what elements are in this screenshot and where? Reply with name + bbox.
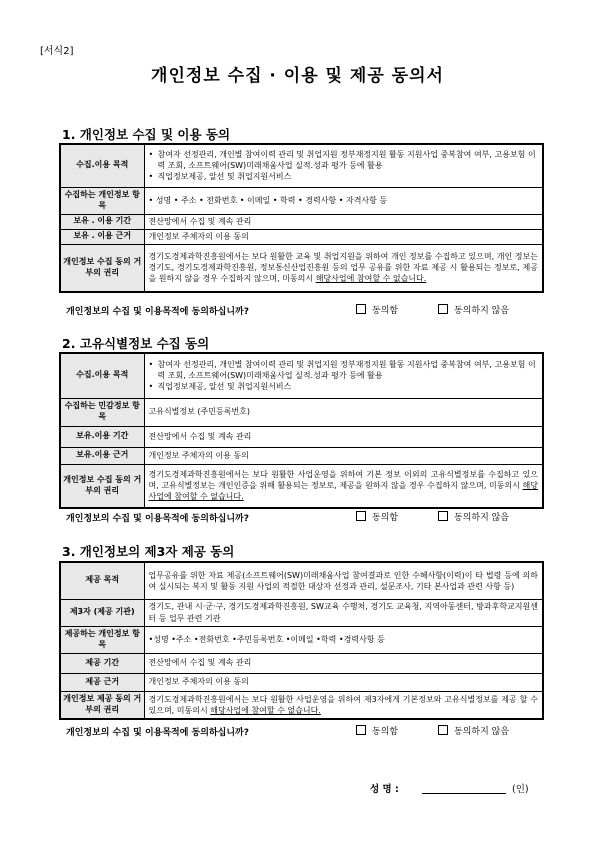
consent-question: 개인정보의 수집 및 이용목적에 동의하십니까?: [66, 307, 249, 317]
purpose-item: • 참여자 선정관리, 개인별 참여이력 관리 및 취업지원 정부재정지원 활동 지원사업 중복참여 여부, 고용보험 이력 조회, 소프트웨어(SW)미래채움사업 실적.성과 평가 등에 활용: [149, 149, 539, 171]
disagree-option[interactable]: [438, 510, 509, 523]
refusal-text: 경기도경제과학진흥원에서는 보다 원활한 교육 및 취업지원을 위하여 개인 정보를 수집하고 있으며, 개인 정보는 경기도, 경기도경제과학진흥원, 정보통신산업진흥원 등의 업무 공유를 위한 자료 제공 시 활용되는 정보로, 제공을 원하지 않을 경우 수집하지 않으며, 미동의시: [148, 252, 538, 284]
refusal-right-value: [144, 464, 543, 508]
disagree-option[interactable]: [438, 724, 509, 737]
agree-label: 동의함: [372, 727, 399, 737]
agree-label: 동의함: [372, 306, 399, 316]
agree-option[interactable]: [356, 303, 398, 316]
purpose-item: • 직업정보제공, 알선 및 취업지원서비스: [149, 381, 539, 392]
agree-option[interactable]: [356, 510, 398, 523]
purpose-value: [144, 353, 543, 398]
basis-label: 보유 . 이용 근거: [60, 229, 144, 244]
seal-mark: (인): [512, 784, 529, 795]
refusal-notice: 해당사업에 참여할 수 없습니다.: [148, 481, 538, 502]
agree-option[interactable]: [356, 724, 398, 737]
refusal-right-label: 개인정보 제공 동의 거부의 권리: [60, 691, 144, 719]
refusal-right-label: 개인정보 수집 동의 거부의 권리: [60, 244, 144, 292]
section-2-consent: [66, 511, 536, 524]
provision-period-label: 제공 기간: [60, 653, 144, 673]
section-2-heading: 2. 고유식별정보 수집 동의: [62, 336, 210, 351]
sensitive-items-value: 고유식별정보 (주민등록번호): [144, 398, 543, 426]
purpose-label: 수집.이용 목적: [60, 144, 144, 187]
refusal-text: 경기도경제과학진흥원에서는 보다 원활한 사업운영을 위하여 기본 정보 이외의 고유식별정보를 수집하고 있으며, 고유식별정보는 개인인증을 위해 활용되는 정보로, 제공을 원하지 않을 경우 수집하지 않으며, 미동의시: [148, 470, 538, 491]
refusal-notice: 해당사업에 참여할 수 없습니다.: [210, 705, 321, 715]
name-label: 성 명 :: [370, 784, 399, 795]
basis-label: 보유.이용 근거: [60, 447, 144, 464]
agree-checkbox[interactable]: [356, 511, 366, 521]
document-title: 개인정보 수집 · 이용 및 제공 동의서: [151, 66, 444, 86]
items-value: • 성명 • 주소 • 전화번호 • 이메일 • 학력 • 경력사항 • 자격사항 등: [144, 187, 543, 214]
consent-question: 개인정보의 수집 및 이용목적에 동의하십니까?: [66, 728, 249, 738]
items-label: 수집하는 개인정보 항목: [60, 187, 144, 214]
disagree-checkbox[interactable]: [438, 511, 448, 521]
purpose-label: 수집.이용 목적: [60, 353, 144, 398]
disagree-option[interactable]: [438, 303, 509, 316]
disagree-checkbox[interactable]: [438, 725, 448, 735]
section-1-table: [59, 143, 544, 293]
disagree-label: 동의하지 않음: [454, 513, 510, 523]
refusal-notice: 해당사업에 참여할 수 없습니다.: [315, 274, 427, 284]
section-1-consent: [66, 304, 536, 317]
section-1-heading: 1. 개인정보 수집 및 이용 동의: [62, 127, 231, 142]
disagree-checkbox[interactable]: [438, 304, 448, 314]
purpose-item: • 참여자 선정관리, 개인별 참여이력 관리 및 취업지원 정부재정지원 활동 지원사업 중복참여 여부, 고용보험 이력 조회, 소프트웨어(SW)미래채움사업 실적.성과 평가 등에 활용: [149, 359, 539, 381]
provision-purpose-label: 제공 목적: [60, 562, 144, 599]
period-value: 전산망에서 수집 및 계속 관리: [144, 214, 543, 229]
consent-question: 개인정보의 수집 및 이용목적에 동의하십니까?: [66, 514, 249, 524]
disagree-label: 동의하지 않음: [454, 306, 510, 316]
provided-items-label: 제공하는 개인정보 항목: [60, 626, 144, 653]
refusal-right-value: [144, 244, 543, 292]
basis-value: 개인정보 주체자의 이용 동의: [144, 447, 543, 464]
agree-checkbox[interactable]: [356, 304, 366, 314]
provision-basis-value: 개인정보 주체자의 이용 동의: [144, 673, 543, 691]
disagree-label: 동의하지 않음: [454, 727, 510, 737]
section-3-table: [59, 561, 544, 720]
provision-basis-label: 제공 근거: [60, 673, 144, 691]
purpose-value: [144, 144, 543, 187]
form-number: [서식2]: [40, 46, 74, 57]
purpose-item: • 직업정보제공, 알선 및 취업지원서비스: [149, 171, 539, 182]
sensitive-items-label: 수집하는 민감정보 항목: [60, 398, 144, 426]
third-party-label: 제3자 (제공 기관): [60, 599, 144, 626]
section-3-heading: 3. 개인정보의 제3자 제공 동의: [62, 544, 235, 559]
period-value: 전산망에서 수집 및 계속 관리: [144, 426, 543, 447]
provision-purpose-value: 업무공유를 위한 자료 제공(소프트웨어(SW)미래채움사업 참여결과로 인한 수혜사항(이력)이 타 법령 등에 의하여 실시되는 복지 및 활동 지원 사업의 적절한 대상자 선정과 관리, 설문조사, 기타 본사업과 관련 사항 등): [144, 562, 543, 599]
period-label: 보유.이용 기간: [60, 426, 144, 447]
agree-checkbox[interactable]: [356, 725, 366, 735]
refusal-right-label: 개인정보 수집 동의 거부의 권리: [60, 464, 144, 508]
section-2-table: [59, 352, 544, 509]
refusal-text: 경기도경제과학진흥원에서는 보다 원활한 사업운영을 위하여 제3자에게 기본정보와 고유식별정보를 제공 할 수 있으며, 미동의시: [148, 694, 538, 715]
provided-items-value: •성명 •주소 •전화번호 •주민등록번호 •이메일 •학력 •경력사항 등: [144, 626, 543, 653]
agree-label: 동의함: [372, 513, 399, 523]
third-party-value: 경기도, 관내 시·군·구, 경기도경제과학진흥원, SW교육 수행처, 경기도 교육청, 지역아동센터, 방과후학교지원센터 등 업무 관련 기관: [144, 599, 543, 626]
period-label: 보유 . 이용 기간: [60, 214, 144, 229]
basis-value: 개인정보 주체자의 이용 동의: [144, 229, 543, 244]
refusal-right-value: [144, 691, 543, 719]
provision-period-value: 전산망에서 수집 및 계속 관리: [144, 653, 543, 673]
section-3-consent: [66, 725, 536, 738]
signature-field[interactable]: [422, 793, 506, 794]
